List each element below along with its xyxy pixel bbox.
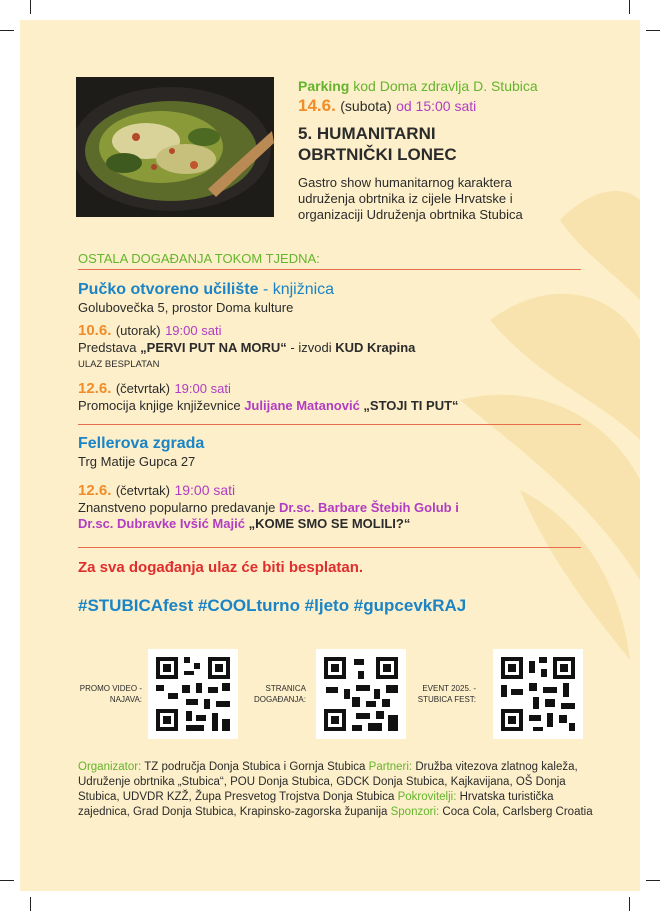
venue2-event1-date: 12.6. [78,482,112,499]
venue1-event1-time: 19:00 sati [165,323,222,338]
qr-code-promo-video[interactable] [148,649,238,739]
venue1-name: Pučko otvoreno učilište [78,281,259,298]
venue1-event2-author: Julijane Matanović [244,398,360,413]
venue2-event1-date-line [78,482,235,500]
crop-mark [629,897,630,911]
crop-mark [0,30,14,31]
top-event-desc-line3: organizaciji Udruženja obrtnika Stubica [298,207,523,222]
top-event-day: (subota) [340,98,392,114]
flyer-page [20,20,640,891]
venue1-event2-day: (četvrtak) [115,381,170,396]
top-event-time: od 15:00 sati [396,98,477,114]
crop-mark [0,880,14,881]
divider [78,424,581,425]
crop-mark [30,897,31,911]
section-heading: OSTALA DOGAĐANJA TOKOM TJEDNA: [78,251,320,266]
top-event-date: 14.6. [298,96,336,115]
venue1-event1-title: „PERVI PUT NA MORU“ [140,340,287,355]
footer-sponsors-text: Coca Cola, Carlsberg Croatia [442,806,593,818]
qr-label-promo: PROMO VIDEO - NAJAVA: [79,684,142,704]
free-entry-notice: Za sva događanja ulaz će biti besplatan. [78,559,364,576]
footer-organizer-label: Organizator: [78,761,142,773]
venue2-event1-speaker1: Dr.sc. Barbare Štebih Golub i [278,500,459,515]
venue1-event1-text-pre: Predstava [78,340,137,355]
footer-credits [78,760,598,820]
divider [78,269,581,270]
venue1-event2-time: 19:00 sati [174,381,231,396]
qr-code-stubica-fest[interactable] [493,649,583,739]
venue2-event1-desc-line1 [78,500,459,516]
top-event-title [298,123,457,165]
parking-label: Parking [298,78,350,94]
qr-code-event-page[interactable] [316,649,406,739]
venue1-event1-text-mid: - izvodi [290,340,332,355]
top-event-title-line1: 5. HUMANITARNI [298,124,436,143]
footer-patrons-label: Pokrovitelji: [397,791,457,803]
divider [78,547,581,548]
food-pan-photo [76,77,274,217]
top-event-desc-line2: udruženja obrtnika iz cijele Hrvatske i [298,191,513,206]
venue1-event1-note: ULAZ BESPLATAN [78,359,160,370]
venue2-event1-time: 19:00 sati [174,482,236,498]
crop-mark [646,880,660,881]
top-event-desc-line1: Gastro show humanitarnog karaktera [298,175,512,190]
venue1-event2-desc [78,398,459,414]
top-event-title-line2: OBRTNIČKI LONEC [298,145,457,164]
venue1-event2-title: „STOJI TI PUT“ [363,398,459,413]
parking-location: kod Doma zdravlja D. Stubica [353,78,538,94]
venue2-event1-text-pre: Znanstveno popularno predavanje [78,500,276,515]
venue2-event1-desc-line2 [78,516,410,532]
venue1-suffix: - knjižnica [262,281,335,298]
venue1-name-line [78,280,334,299]
footer-organizer-text: TZ područja Donja Stubica i Gornja Stubica [144,761,366,773]
venue2-address: Trg Matije Gupca 27 [78,454,196,469]
footer-partners-text: Družba vitezova zlatnog kaleža, Udruženje obrtnika „Stubica“, POU Donja Stubica, GDCK Donja Stubica, Kajkavijana, OŠ Donja Stubica, UDVDR KZŽ, Župa Presvetog Trojstva Donja Stubica [78,761,578,803]
venue1-event1-date: 10.6. [78,322,112,339]
hashtags: #STUBICAfest #COOLturno #ljeto #gupcevkRAJ [78,596,467,615]
venue2-event1-day: (četvrtak) [115,483,170,498]
top-event-date-line [298,96,476,116]
venue1-event1-desc [78,340,415,356]
venue2-event1-title: „KOME SMO SE MOLILI?“ [248,516,411,531]
venue1-event1-date-line [78,322,221,340]
top-event-description [298,175,523,223]
venue1-event2-date: 12.6. [78,380,112,397]
venue1-event2-date-line [78,380,231,398]
venue1-event1-performer: KUD Krapina [335,340,416,355]
venue1-event1-day: (utorak) [115,323,161,338]
venue1-address: Golubovečka 5, prostor Doma kulture [78,300,294,315]
venue2-name: Fellerova zgrada [78,435,205,452]
venue1-event2-text-pre: Promocija knjige književnice [78,398,241,413]
crop-mark [30,0,31,14]
qr-label-stubica-fest: EVENT 2025. - STUBICA FEST: [417,684,476,704]
parking-line [298,78,538,95]
crop-mark [629,0,630,14]
qr-label-event-page: STRANICA DOGAĐANJA: [253,684,306,704]
crop-mark [646,30,660,31]
footer-patrons-text: Hrvatska turistička zajednica, Grad Donja Stubica, Krapinsko-zagorska županija [78,791,554,818]
venue2-event1-speaker2: Dr.sc. Dubravke Ivšić Majić [78,516,245,531]
footer-sponsors-label: Sponzori: [390,806,440,818]
footer-partners-label: Partneri: [368,761,413,773]
